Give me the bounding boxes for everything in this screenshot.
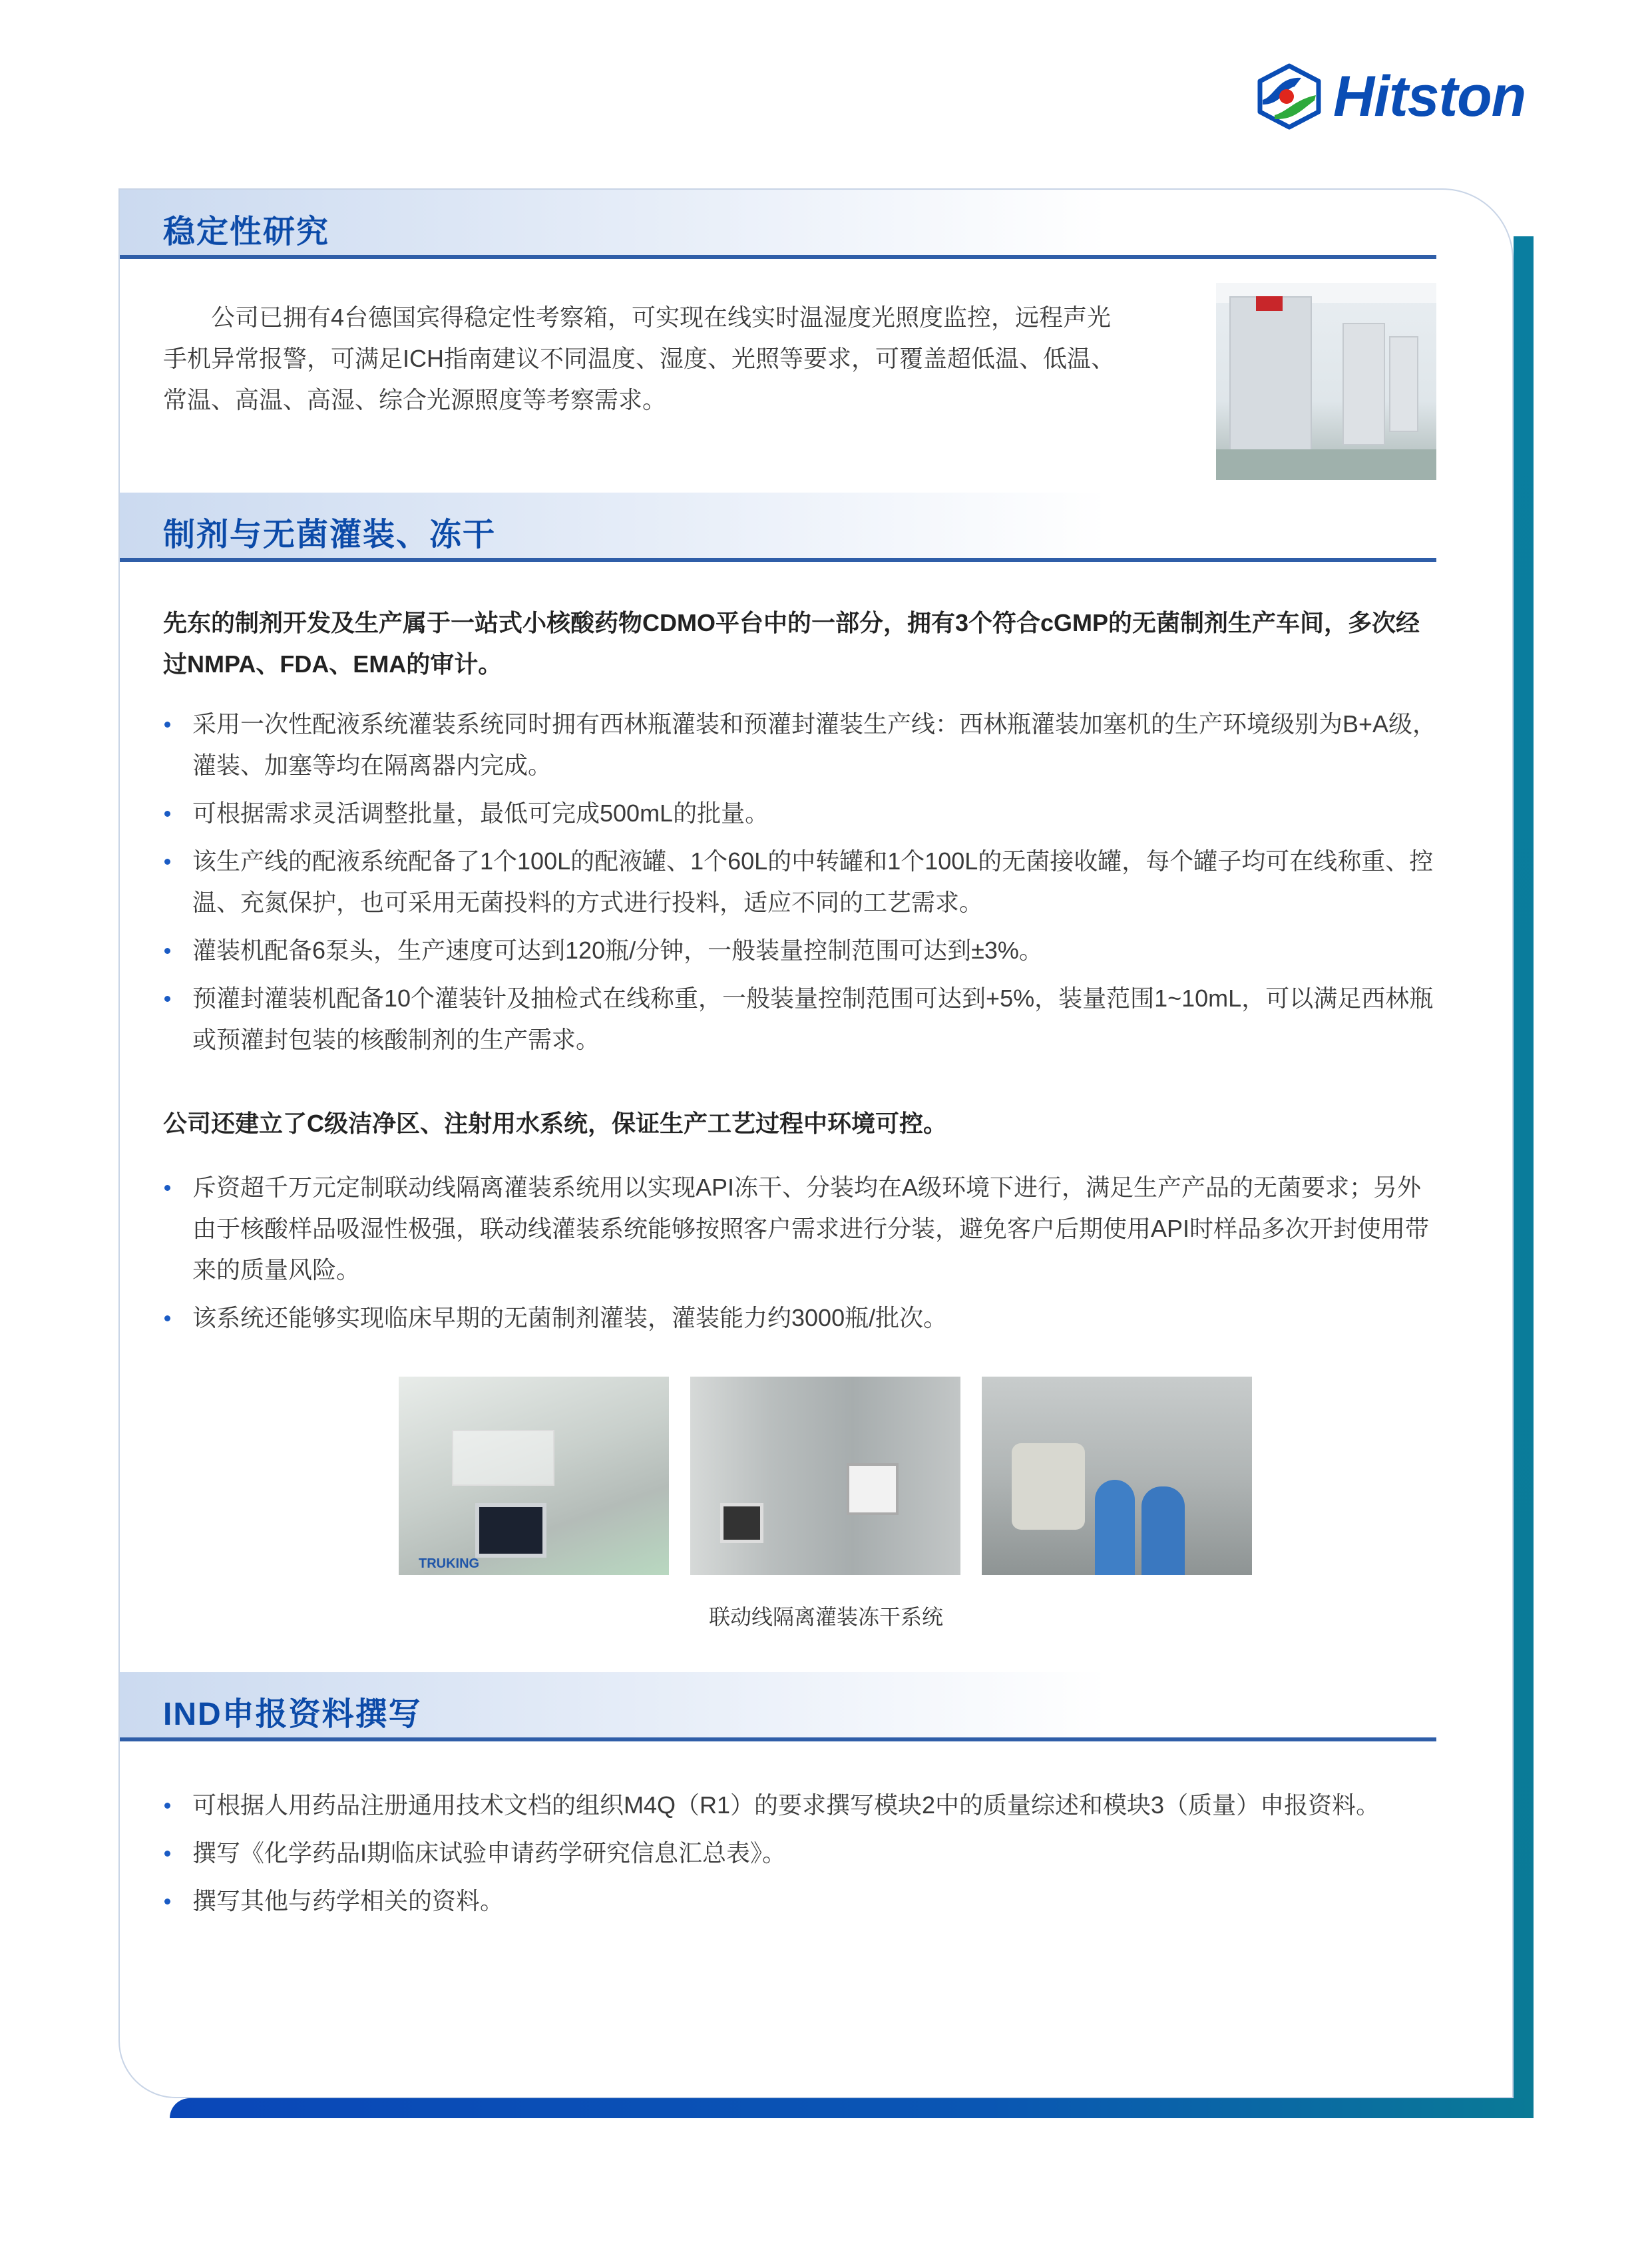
- list-item: 灌装机配备6泵头，生产速度可达到120瓶/分钟，一般装量控制范围可达到±3%。: [163, 930, 1441, 971]
- hexagon-logo-icon: [1255, 63, 1325, 130]
- list-item: 可根据需求灵活调整批量，最低可完成500mL的批量。: [163, 793, 1441, 834]
- filling-line-photo-2: [690, 1377, 960, 1575]
- section-header-formulation: [120, 493, 1436, 562]
- list-item: 预灌封灌装机配备10个灌装针及抽检式在线称重，一般装量控制范围可达到+5%，装量范围1~10mL，可以满足西林瓶或预灌封包装的核酸制剂的生产需求。: [163, 978, 1441, 1060]
- cleanroom-bullet-list: [163, 1167, 1441, 1345]
- list-item: 采用一次性配液系统灌装系统同时拥有西林瓶灌装和预灌封灌装生产线：西林瓶灌装加塞机的生产环境级别为B+A级，灌装、加塞等均在隔离器内完成。: [163, 704, 1441, 786]
- list-item: 可根据人用药品注册通用技术文档的组织M4Q（R1）的要求撰写模块2中的质量综述和模块3（质量）申报资料。: [163, 1785, 1441, 1826]
- card-shadow-bottom: [170, 2098, 1534, 2118]
- filling-line-photo-1: [399, 1377, 669, 1575]
- photo-caption: 联动线隔离灌装冻干系统: [708, 1605, 943, 1629]
- stability-paragraph: 公司已拥有4台德国宾得稳定性考察箱，可实现在线实时温湿度光照度监控，远程声光手机异常报警，可满足ICH指南建议不同温度、湿度、光照等要求，可覆盖超低温、低温、常温、高温、高湿、综合光源照度等考察需求。: [163, 304, 1115, 413]
- hitston-logo: [1255, 63, 1541, 130]
- section-header-ind: [120, 1672, 1436, 1741]
- section-title: 稳定性研究: [163, 214, 330, 250]
- isolator-photo: [982, 1377, 1252, 1575]
- section-title: 制剂与无菌灌装、冻干: [163, 517, 497, 553]
- section-title: IND申报资料撰写: [163, 1697, 422, 1732]
- section-header-stability: [120, 190, 1436, 259]
- truking-label: TRUKING: [419, 1556, 480, 1571]
- list-item: 斥资超千万元定制联动线隔离灌装系统用以实现API冻干、分装均在A级环境下进行，满足生产产品的无菌要求；另外由于核酸样品吸湿性极强，联动线灌装系统能够按照客户需求进行分装，避免客户后期使用API时样品多次开封使用带来的质量风险。: [163, 1167, 1441, 1291]
- formulation-bullet-list: [163, 704, 1441, 1067]
- list-item: 该生产线的配液系统配备了1个100L的配液罐、1个60L的中转罐和1个100L的无菌接收罐，每个罐子均可在线称重、控温、充氮保护，也可采用无菌投料的方式进行投料，适应不同的工艺需求。: [163, 841, 1441, 923]
- ind-bullet-list: [163, 1785, 1441, 1928]
- list-item: 撰写《化学药品I期临床试验申请药学研究信息汇总表》。: [163, 1833, 1441, 1874]
- cleanroom-intro: 公司还建立了C级洁净区、注射用水系统，保证生产工艺过程中环境可控。: [163, 1110, 947, 1137]
- stability-chamber-photo: [1216, 283, 1436, 480]
- formulation-intro: 先东的制剂开发及生产属于一站式小核酸药物CDMO平台中的一部分，拥有3个符合cGMP的无菌制剂生产车间，多次经过NMPA、FDA、EMA的审计。: [163, 609, 1420, 678]
- list-item: 撰写其他与药学相关的资料。: [163, 1881, 1441, 1922]
- list-item: 该系统还能够实现临床早期的无菌制剂灌装，灌装能力约3000瓶/批次。: [163, 1297, 1441, 1339]
- brand-name: Hitston: [1333, 65, 1526, 128]
- card-shadow-right: [1514, 236, 1534, 2118]
